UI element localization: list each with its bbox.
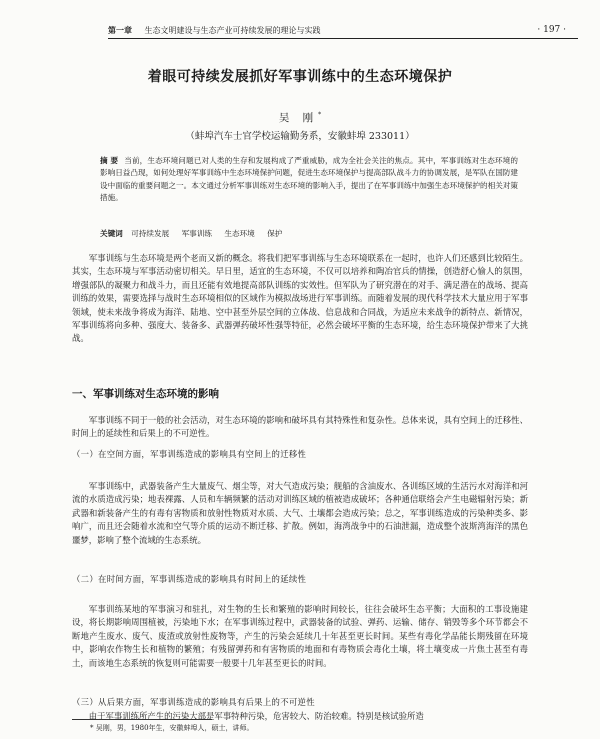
keyword-item: 可持续发展	[131, 229, 170, 238]
author-affiliation: （蚌埠汽车士官学校运输勤务系，安徽蚌埠 233011）	[185, 131, 415, 142]
section-heading: 一、军事训练对生态环境的影响	[72, 388, 219, 400]
running-header-title: 生态文明建设与生态产业可持续发展的理论与实践	[144, 26, 321, 35]
irreversible-paragraph: 由于军事训练所产生的污染大部是军事特种污染，危害较大、防治较难。特别是核试验所造	[88, 711, 424, 721]
page-number: · 197 ·	[537, 25, 566, 35]
subsection-heading-temporal: （二）在时间方面，军事训练造成的影响具有时间上的延续性	[72, 574, 307, 584]
author-line	[0, 110, 600, 125]
running-header-chapter: 第一章	[108, 25, 132, 35]
author-footnote: * 吴刚，男，1980年生，安徽蚌埠人，硕士，讲师。	[90, 724, 254, 732]
footnote-rule	[72, 719, 212, 720]
intro-paragraph: 军事训练与生态环境是两个老而又新的概念。将我们把军事训练与生态环境联系在一起时，也许人们还感到比较陌生。其实，生态环境与军事活动密切相关。早日里，适宜的生态环境，不仅可以培养和陶冶官兵的情操，创造舒心愉人的氛围，增强部队的凝聚力和战斗力，而且还能有效地提高部队训练的实效性。但军队为了研究潜在的对手、满足潜在的战场、提高训练的效果，需要选择与战时生态环境相似的区域作为模拟战场进行军事训练。而随着发展的现代科学技术大量应用于军事领域，使未来战争将成为海洋、陆地、空中甚至外层空间的立体战、信息战和合同战，为适应未来战争的新特点、新情况，军事训练将向多种、强度大、装备多、武器弹药破坏性强等特征，必然会破坏平衡的生态环境，给生态环境保护带来了大挑战。	[72, 253, 528, 344]
abstract	[100, 155, 518, 204]
subsection-heading-irreversible: （三）从后果方面，军事训练造成的影响具有后果上的不可逆性	[72, 697, 315, 707]
keywords-label: 关键词	[100, 229, 123, 238]
spatial-paragraph: 军事训练中，武器装备产生大量废气、烟尘等，对大气造成污染；舰船的含油废水、各训练区域的生活污水对海洋和河流的水质造成污染；地表裸露、人员和车辆频繁的活动对训练区域的植被造成破坏；各种通信联络会产生电磁辐射污染；新武器和新装备产生的有毒有害物质和放射性物质对水质、大气、土壤都会造成污染；总之，军事训练造成的污染种类多、影响广，而且还会随着水流和空气等介质的运动不断迁移、扩散。例如，海湾战争中的石油泄漏，造成整个波斯湾海洋的黑色噩梦，影响了整个流域的生态系统。	[72, 481, 528, 545]
abstract-text: 当前，生态环境问题已对人类的生存和发展构成了严重威胁，成为全社会关注的焦点。其中，军事训练对生态环境的影响日益凸现，如何处理好军事训练中生态环境保护问题，促进生态环境保护与提高部队战斗力的协调发展，是军队在国防建设中面临的重要问题之一。本文通过分析军事训练对生态环境的影响入手，提出了在军事训练中加强生态环境保护的相关对策措施。	[100, 156, 518, 202]
keyword-item: 军事训练	[181, 229, 212, 238]
keyword-item: 保护	[267, 229, 283, 238]
temporal-paragraph: 军事训练某地的军事演习和驻扎，对生物的生长和繁殖的影响时间较长，往往会破坏生态平衡；大面积的工事设施建设，将长期影响周围植被，污染地下水；在军事训练过程中，武器装备的试验、弹药、运输、储存、销毁等多个环节都会不断地产生废水、废气、废渣或放射性废物等，产生的污染会延续几十年甚至更长时间。某些有毒化学品能长期残留在环境中，影响农作物生长和植物的繁殖；有残留弹药和有害物质的地面和有毒物质会毒化土壤，将土壤变成一片焦土甚至有毒土，而该地生态系统的恢复则可能需要一般要十几年甚至更长的时间。	[72, 604, 528, 668]
keywords	[100, 228, 518, 239]
abstract-label: 摘 要	[100, 156, 119, 165]
running-header	[108, 22, 578, 39]
section-intro-paragraph: 军事训练不同于一般的社会活动，对生态环境的影响和破坏具有其特殊性和复杂性。总体来说，具有空间上的迁移性、时间上的延续性和后果上的不可逆性。	[72, 415, 528, 439]
keyword-item: 生态环境	[224, 229, 255, 238]
subsection-heading-spatial: （一）在空间方面，军事训练造成的影响具有空间上的迁移性	[72, 449, 307, 459]
author-name: 吴 刚	[278, 112, 319, 124]
article-title: 着眼可持续发展抓好军事训练中的生态环境保护	[147, 69, 453, 85]
author-footnote-mark: *	[318, 111, 322, 119]
